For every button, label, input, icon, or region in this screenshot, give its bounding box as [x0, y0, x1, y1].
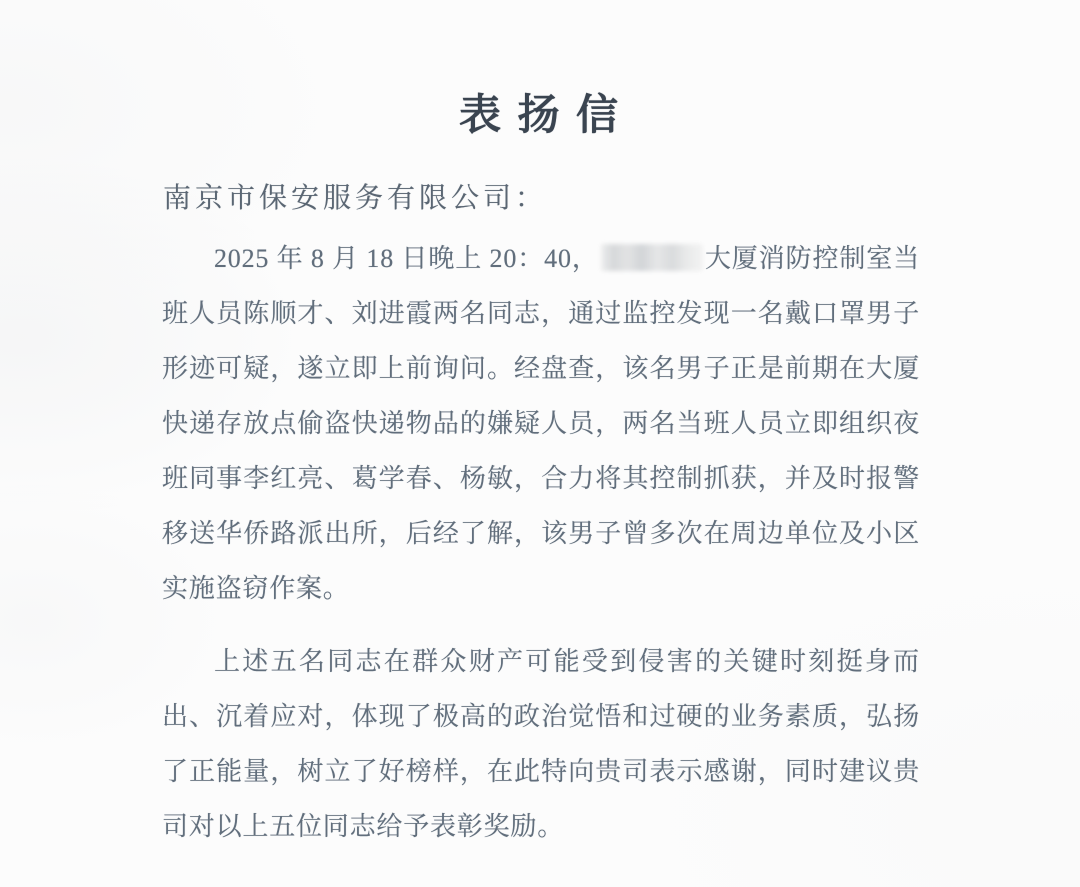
- text-line-3: 形迹可疑，遂立即上前询问。经盘查，该名男子正是前期在大厦: [162, 354, 920, 383]
- letter-title: 表 扬 信: [458, 93, 621, 139]
- text-line-9: 出、沉着应对，体现了极高的政治觉悟和过硬的业务素质，弘扬: [162, 702, 920, 731]
- text-line-8: 上述五名同志在群众财产可能受到侵害的关键时刻挺身而: [214, 647, 920, 676]
- text-line-5: 班同事李红亮、葛学春、杨敏，合力将其控制抓获，并及时报警: [162, 464, 920, 493]
- text-line-4: 快递存放点偷盗快递物品的嫌疑人员，两名当班人员立即组织夜: [162, 409, 920, 438]
- text-before-redaction: 2025 年 8 月 18 日晚上 20：40，: [214, 244, 599, 273]
- text-line-7: 实施盗窃作案。: [162, 574, 350, 603]
- text-after-redaction: 大厦消防控制室当: [704, 244, 920, 273]
- text-line-10: 了正能量，树立了好榜样，在此特向贵司表示感谢，同时建议贵: [162, 757, 920, 786]
- paragraph-1: [162, 231, 920, 616]
- paragraph-2: [162, 634, 920, 854]
- text-line-11: 司对以上五位同志给予表彰奖励。: [162, 812, 565, 841]
- text-line-6: 移送华侨路派出所，后经了解，该男子曾多次在周边单位及小区: [162, 519, 920, 548]
- salutation-line: 南京市保安服务有限公司：: [163, 183, 548, 214]
- text-line-2: 班人员陈顺才、刘进霞两名同志，通过监控发现一名戴口罩男子: [162, 299, 920, 328]
- text-line-1: [162, 231, 920, 286]
- redacted-building-name-blur: [601, 244, 703, 271]
